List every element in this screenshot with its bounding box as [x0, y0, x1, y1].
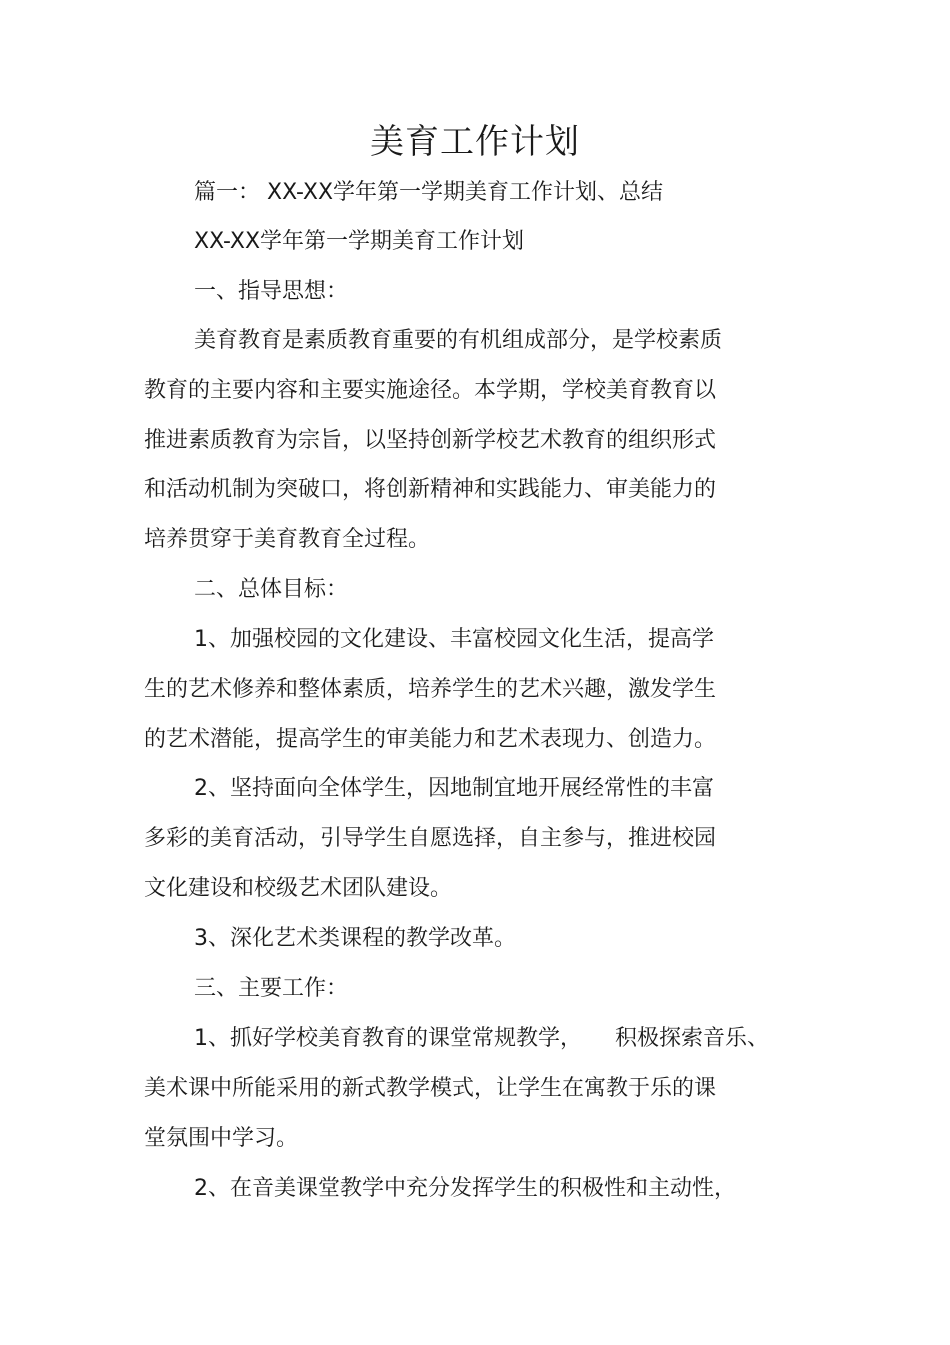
paragraph-line: 美育教育是素质教育重要的有机组成部分，是学校素质	[194, 328, 723, 353]
section-heading: 篇一： XX-XX学年第一学期美育工作计划、总结	[194, 180, 664, 205]
section-heading: 二、总体目标：	[194, 577, 349, 602]
plan-subtitle: XX-XX学年第一学期美育工作计划	[194, 229, 525, 254]
paragraph-line: 美术课中所能采用的新式教学模式，让学生在寓教于乐的课	[144, 1076, 717, 1101]
document-title: 美育工作计划	[370, 122, 580, 162]
paragraph-line: 培养贯穿于美育教育全过程。	[144, 527, 431, 552]
paragraph-line: 生的艺术修养和整体素质，培养学生的艺术兴趣，激发学生	[144, 677, 717, 702]
paragraph-line: 多彩的美育活动，引导学生自愿选择，自主参与，推进校园	[144, 826, 717, 851]
paragraph-line: 3、深化艺术类课程的教学改革。	[194, 926, 516, 951]
paragraph-line: 2、在音美课堂教学中充分发挥学生的积极性和主动性，	[194, 1176, 736, 1201]
paragraph-line: 堂氛围中学习。	[144, 1126, 299, 1151]
paragraph-line: 文化建设和校级艺术团队建设。	[144, 876, 453, 901]
section-heading: 一、指导思想：	[194, 279, 349, 304]
paragraph-line: 和活动机制为突破口，将创新精神和实践能力、审美能力的	[144, 477, 717, 502]
paragraph-line: 教育的主要内容和主要实施途径。本学期，学校美育教育以	[144, 378, 717, 403]
paragraph-line: 推进素质教育为宗旨，以坚持创新学校艺术教育的组织形式	[144, 428, 717, 453]
paragraph-line: 2、坚持面向全体学生，因地制宜地开展经常性的丰富	[194, 776, 714, 801]
paragraph-line: 1、抓好学校美育教育的课堂常规教学， 积极探索音乐、	[194, 1026, 769, 1051]
paragraph-line: 1、加强校园的文化建设、丰富校园文化生活，提高学	[194, 627, 714, 652]
paragraph-line: 的艺术潜能，提高学生的审美能力和艺术表现力、创造力。	[144, 727, 717, 752]
section-heading: 三、主要工作：	[194, 976, 349, 1001]
